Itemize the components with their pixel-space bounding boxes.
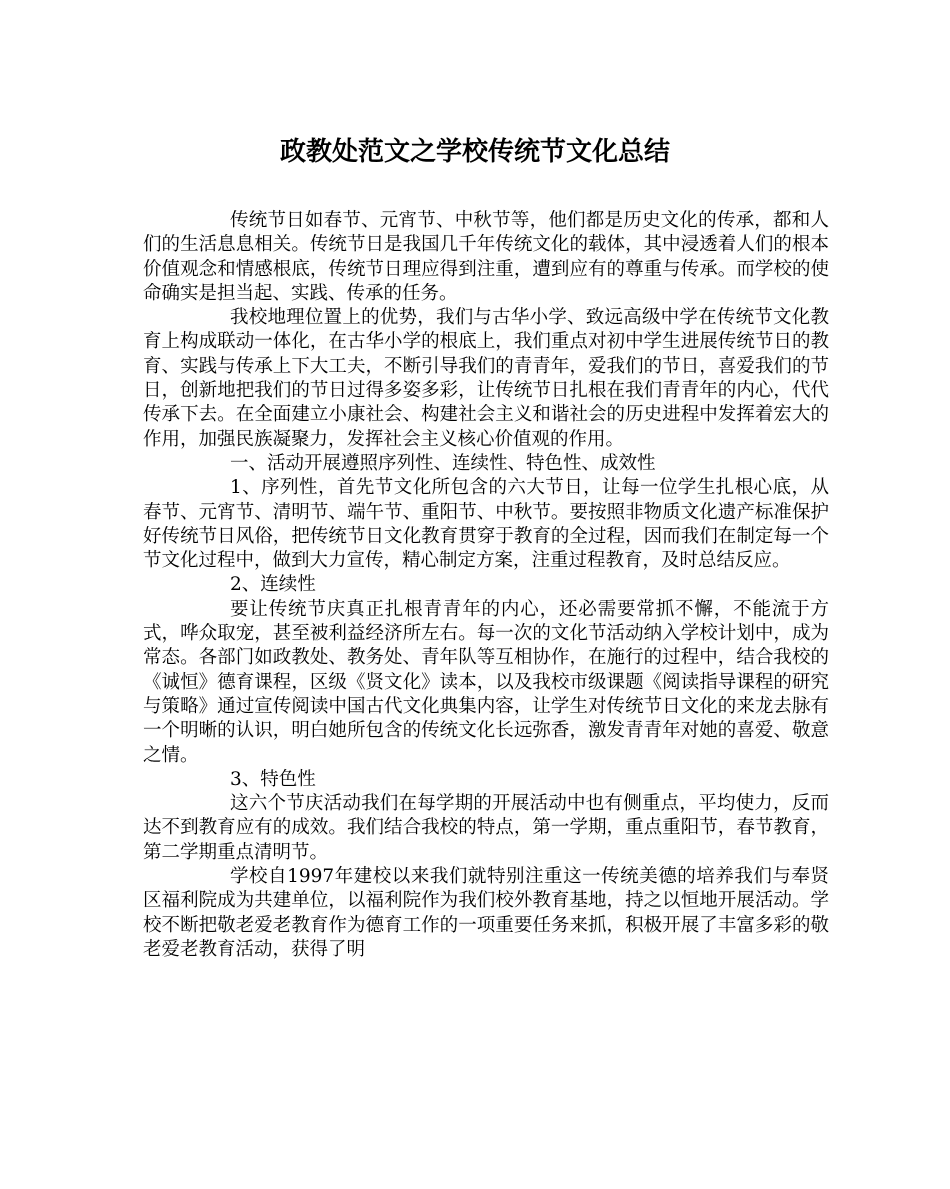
section-heading-principles: 一、活动开展遵照序列性、连续性、特色性、成效性 — [230, 452, 656, 474]
document-title: 政教处范文之学校传统节文化总结 — [279, 137, 670, 167]
paragraph-continuity: 要让传统节庆真正扎根青青年的内心，还必需要常抓不懈，不能流于方式，哗众取宠，甚至被利益经济所左右。每一次的文化节活动纳入学校计划中，成为常态。各部门如政教处、教务处、青年队等互相协作，在施行的过程中，结合我校的《诚恒》德育课程，区级《贤文化》读本，以及我校市级课题《阅读指导课程的研究与策略》通过宣传阅读中国古代文化典集内容，让学生对传统节日文化的来龙去脉有一个明晰的认识，明白她所包含的传统文化长远弥香，激发青青年对她的喜爱、敬意之情。 — [143, 598, 829, 766]
section-heading-features: 3、特色性 — [230, 768, 316, 790]
paragraph-intro: 传统节日如春节、元宵节、中秋节等，他们都是历史文化的传承，都和人们的生活息息相关。传统节日是我国几千年传统文化的载体，其中浸透着人们的根本价值观念和情感根底，传统节日理应得到注重，遭到应有的尊重与传承。而学校的使命确实是担当起、实践、传承的任务。 — [143, 210, 829, 304]
paragraph-sequence: 1、序列性，首先节文化所包含的六大节日，让每一位学生扎根心底，从春节、元宵节、清明节、端午节、重阳节、中秋节。要按照非物质文化遗产标准保护好传统节日风俗，把传统节日文化教育贯穿于教育的全过程，因而我们在制定每一个节文化过程中，做到大力宣传，精心制定方案，注重过程教育，及时总结反应。 — [143, 477, 829, 572]
paragraph-elder-care: 学校自1997年建校以来我们就特别注重这一传统美德的培养我们与奉贤区福利院成为共建单位，以福利院作为我们校外教育基地，持之以恒地开展活动。学校不断把敬老爱老教育作为德育工作的一项重要任务来抓，积极开展了丰富多彩的敬老爱老教育活动，获得了明 — [143, 866, 829, 960]
paragraph-location: 我校地理位置上的优势，我们与古华小学、致远高级中学在传统节文化教育上构成联动一体化，在古华小学的根底上，我们重点对初中学生进展传统节日的教育、实践与传承上下大工夫，不断引导我们的青青年，爱我们的节日，喜爱我们的节日，创新地把我们的节日过得多姿多彩，让传统节日扎根在我们青青年的内心，代代传承下去。在全面建立小康社会、构建社会主义和谐社会的历史进程中发挥着宏大的作用，加强民族凝聚力，发挥社会主义核心价值观的作用。 — [143, 307, 829, 450]
section-heading-continuity: 2、连续性 — [230, 574, 316, 596]
document-body — [143, 209, 829, 962]
paragraph-features: 这六个节庆活动我们在每学期的开展活动中也有侧重点，平均使力，反而达不到教育应有的成效。我们结合我校的特点，第一学期，重点重阳节，春节教育，第二学期重点清明节。 — [143, 793, 829, 863]
